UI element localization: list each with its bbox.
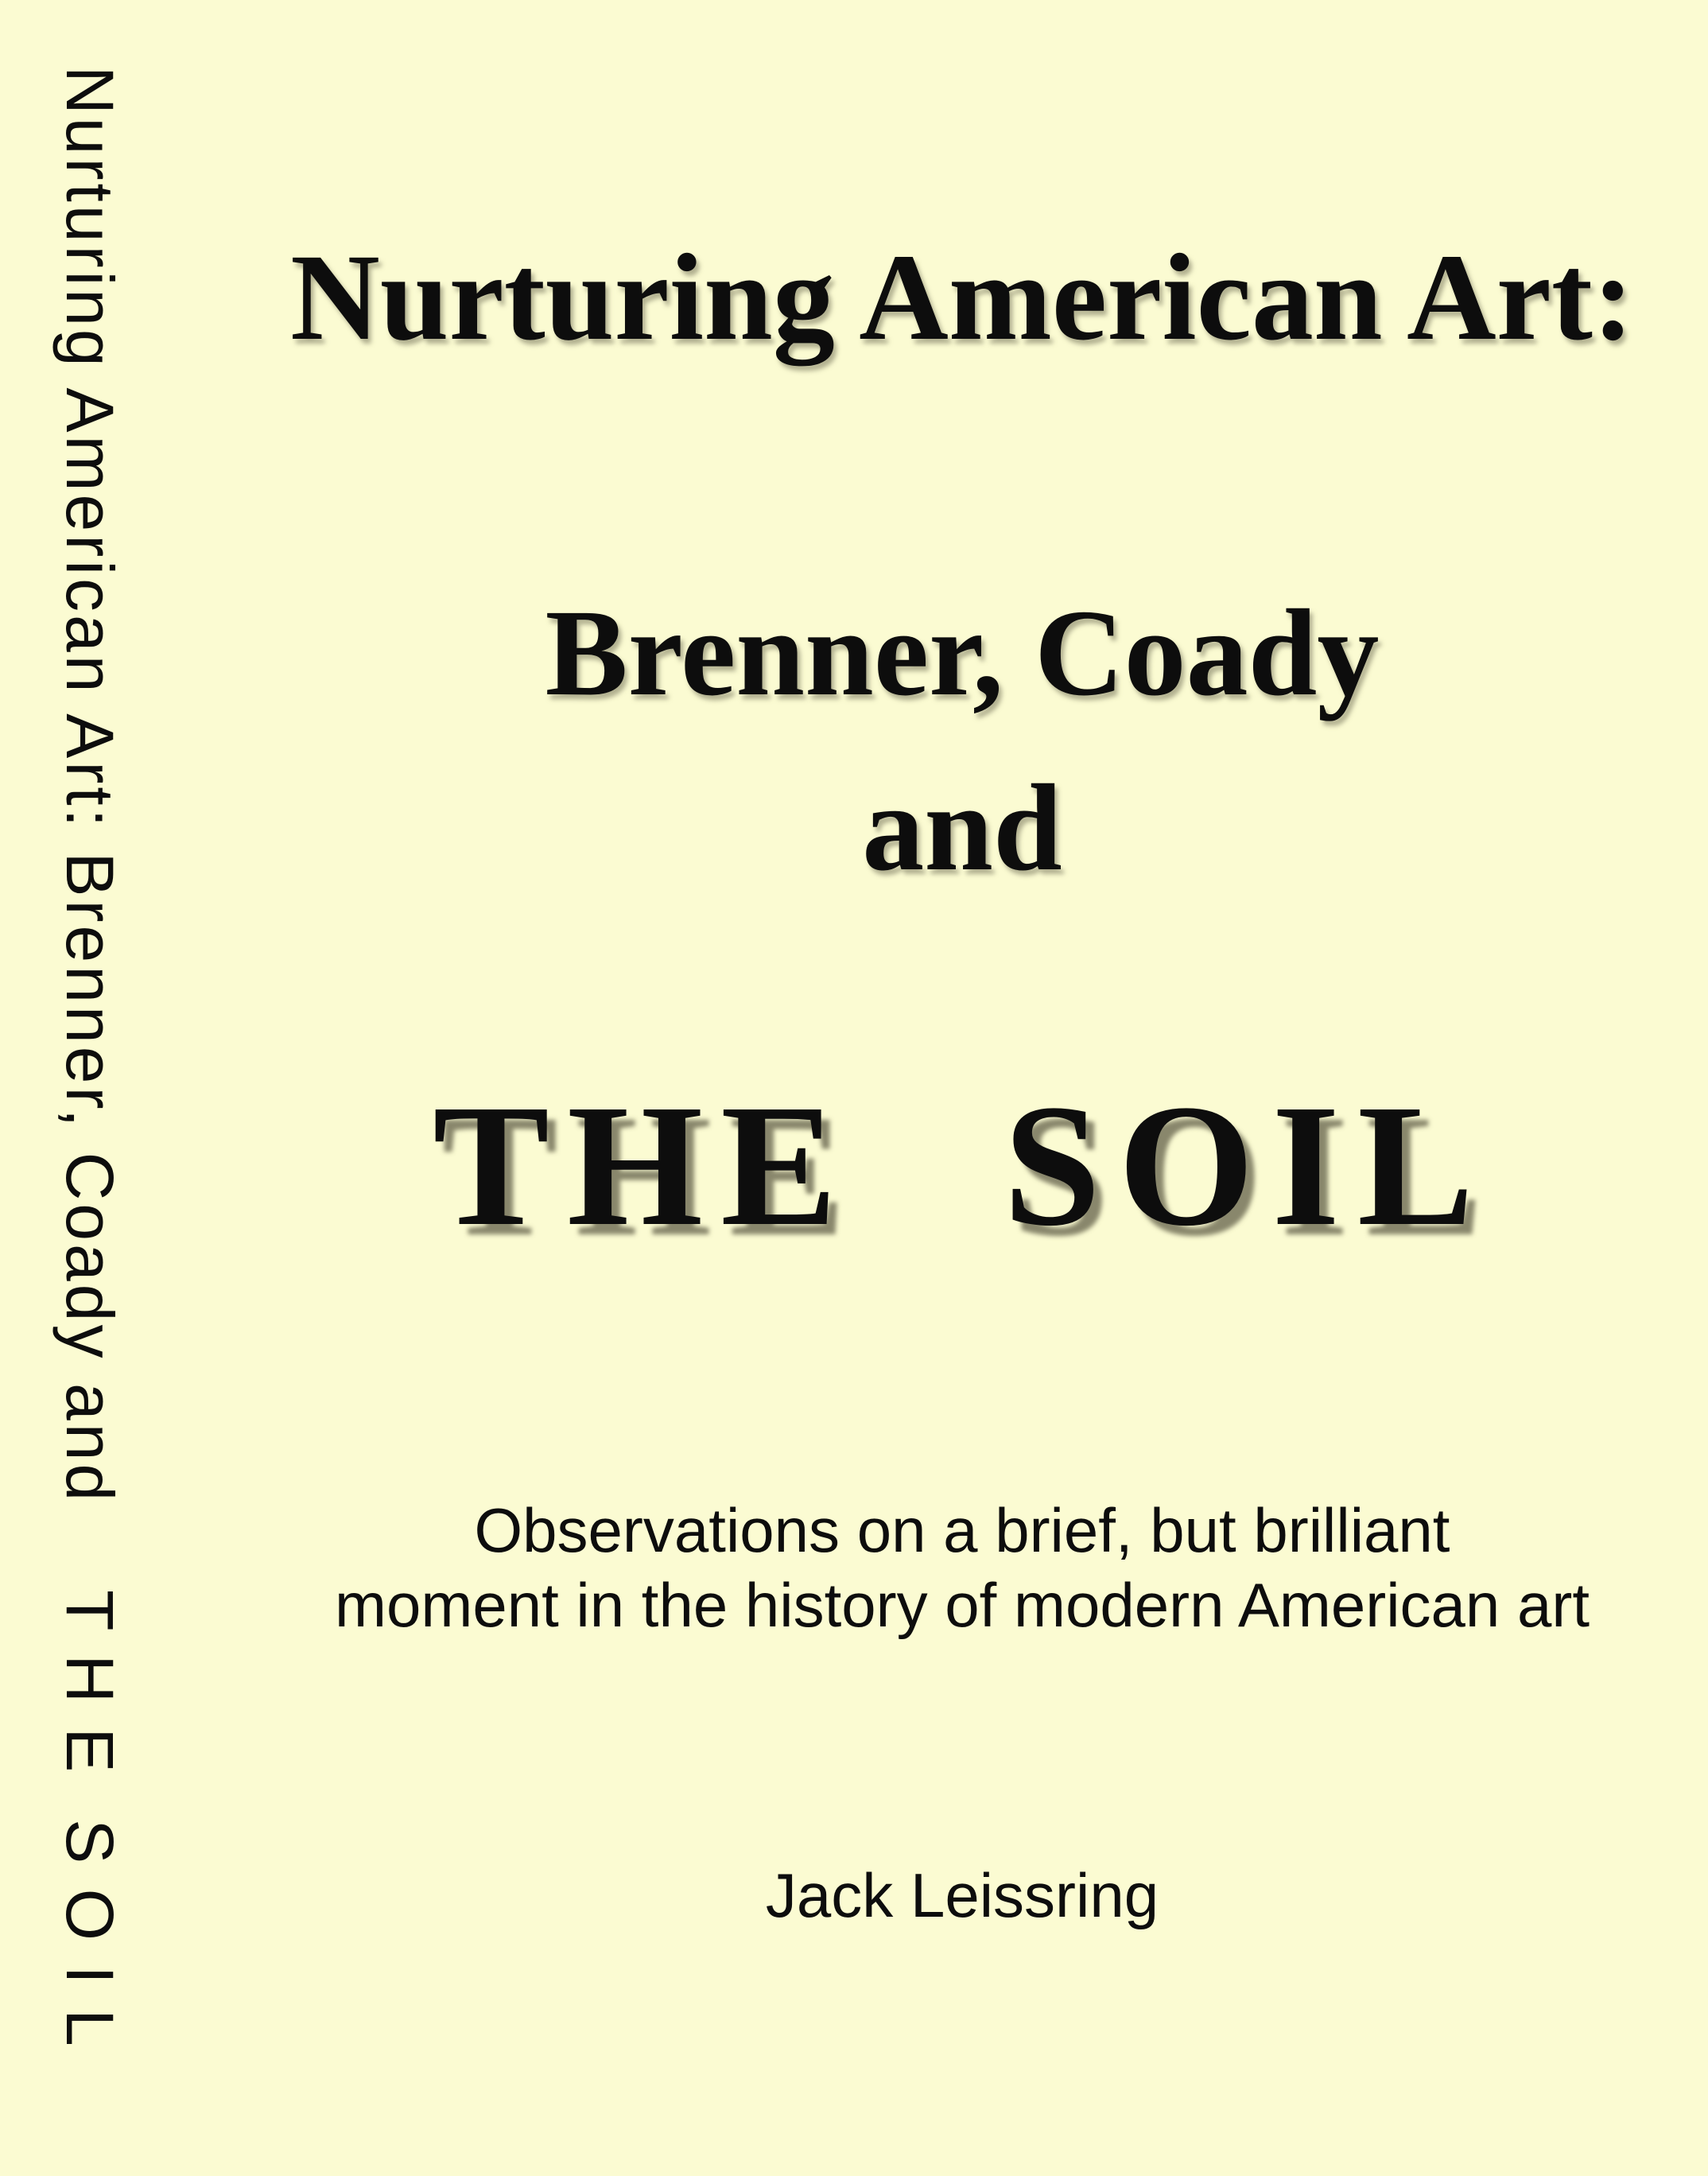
title-line-2: Brenner, Coady [545, 584, 1380, 721]
subtitle-line-1: Observations on a brief, but brilliant [474, 1495, 1450, 1565]
main-title: THE SOIL [433, 1068, 1492, 1262]
cover-content [216, 0, 1708, 2176]
spine-title: Nurturing American Art: Brenner, Coady and T H E S O I L [52, 66, 127, 2050]
author-name: Jack Leissring [765, 1860, 1159, 1930]
title-line-1: Nurturing American Art: [290, 228, 1634, 366]
subtitle-line-2: moment in the history of modern American art [334, 1570, 1590, 1640]
title-line-3: and [862, 759, 1062, 896]
